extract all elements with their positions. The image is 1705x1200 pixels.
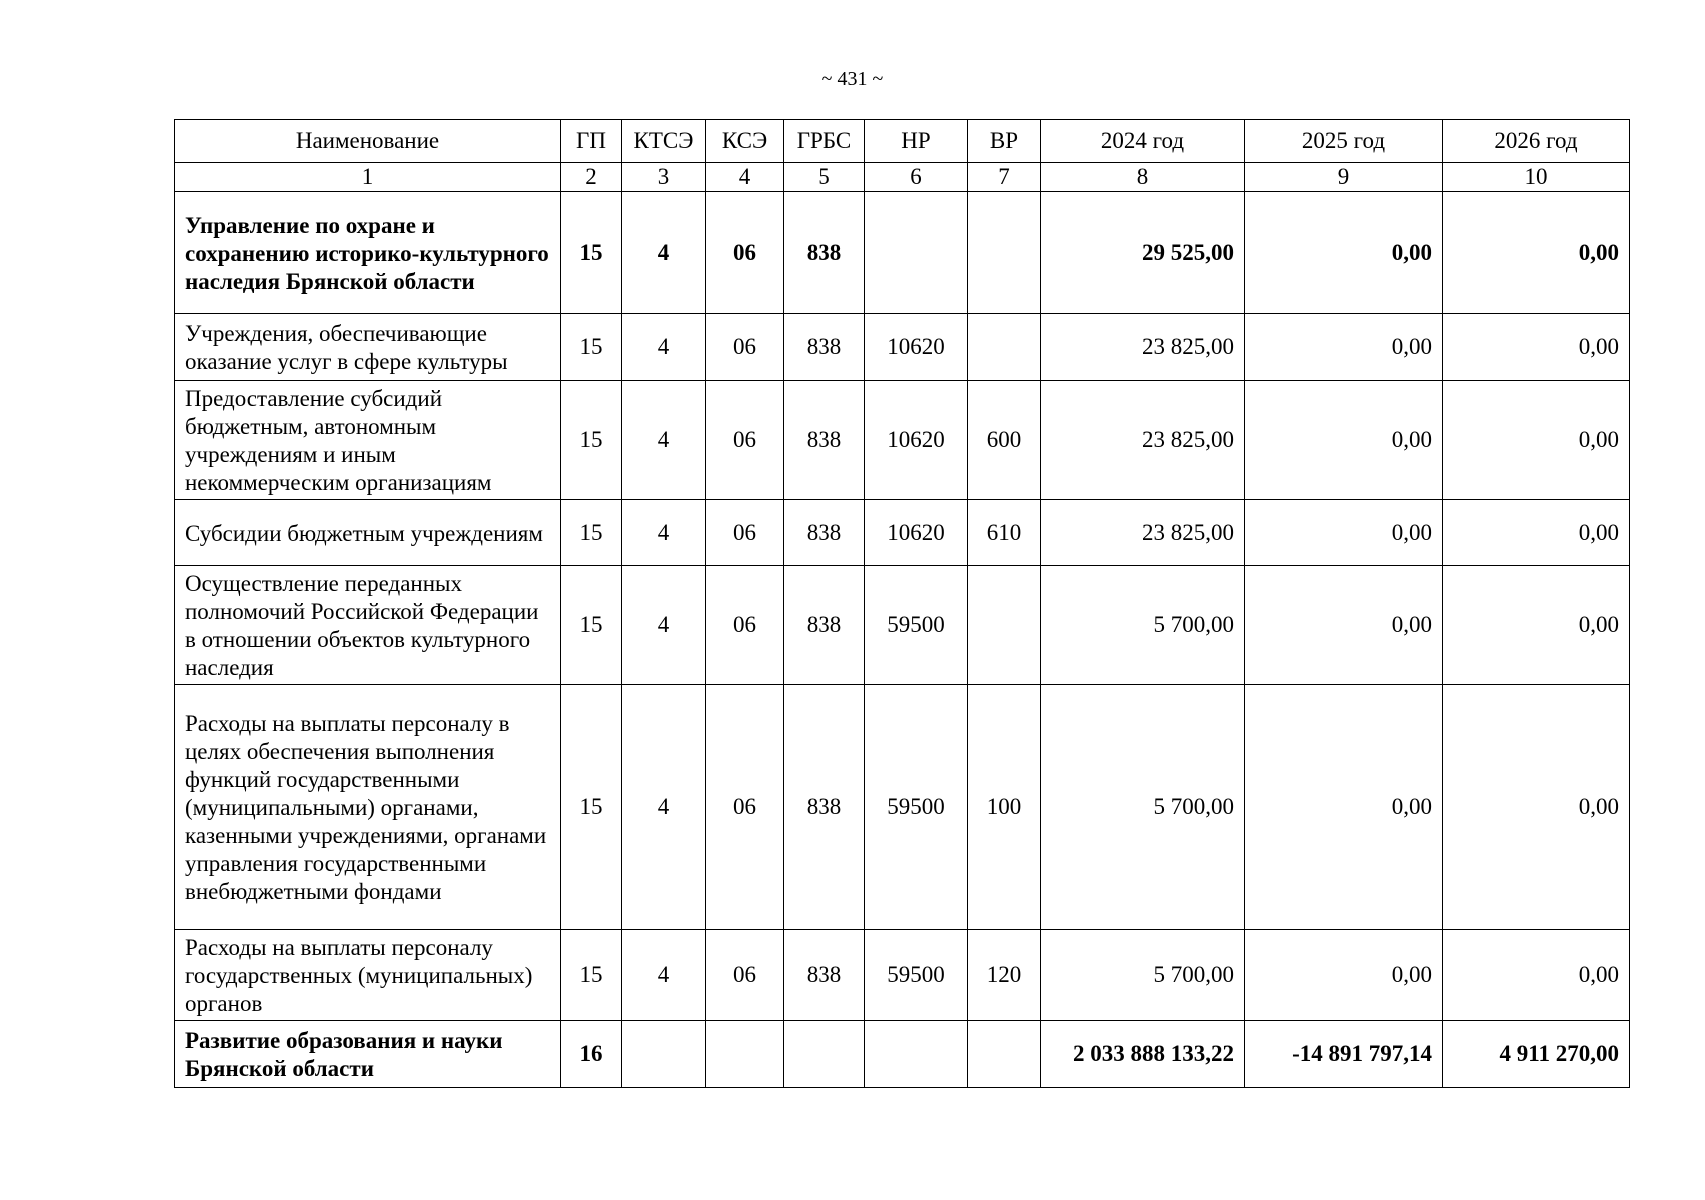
col-header-ktse: КТСЭ (622, 120, 706, 163)
cell-nr: 10620 (865, 381, 968, 500)
cell-kse: 06 (706, 500, 784, 566)
cell-kse: 06 (706, 381, 784, 500)
cell-2025: 0,00 (1245, 192, 1443, 314)
table-row (175, 1021, 1630, 1088)
cell-ktse: 4 (622, 381, 706, 500)
col-header-2025: 2025 год (1245, 120, 1443, 163)
cell-2026: 0,00 (1443, 685, 1630, 930)
cell-2025: 0,00 (1245, 566, 1443, 685)
column-number: 6 (865, 163, 968, 192)
cell-2024: 29 525,00 (1041, 192, 1245, 314)
cell-2026: 0,00 (1443, 500, 1630, 566)
cell-kse (706, 1021, 784, 1088)
row-name: Предоставление субсидий бюджетным, автономным учреждениям и иным некоммерческим организациям (175, 381, 561, 500)
table-row (175, 566, 1630, 685)
cell-grbs (784, 1021, 865, 1088)
cell-grbs: 838 (784, 685, 865, 930)
column-number: 8 (1041, 163, 1245, 192)
cell-ktse: 4 (622, 314, 706, 381)
cell-ktse: 4 (622, 685, 706, 930)
cell-2024: 23 825,00 (1041, 314, 1245, 381)
cell-kse: 06 (706, 930, 784, 1021)
cell-gp: 15 (561, 192, 622, 314)
cell-vr (968, 314, 1041, 381)
column-number: 7 (968, 163, 1041, 192)
cell-2026: 0,00 (1443, 930, 1630, 1021)
cell-ktse: 4 (622, 192, 706, 314)
cell-kse: 06 (706, 685, 784, 930)
col-header-vr: ВР (968, 120, 1041, 163)
cell-grbs: 838 (784, 314, 865, 381)
cell-2026: 0,00 (1443, 566, 1630, 685)
cell-ktse: 4 (622, 930, 706, 1021)
table-row (175, 314, 1630, 381)
cell-2025: 0,00 (1245, 685, 1443, 930)
row-name: Расходы на выплаты персоналу государственных (муниципальных) органов (175, 930, 561, 1021)
cell-kse: 06 (706, 566, 784, 685)
cell-grbs: 838 (784, 381, 865, 500)
col-header-2026: 2026 год (1443, 120, 1630, 163)
cell-2024: 23 825,00 (1041, 500, 1245, 566)
cell-ktse: 4 (622, 566, 706, 685)
row-name: Учреждения, обеспечивающие оказание услуг в сфере культуры (175, 314, 561, 381)
cell-grbs: 838 (784, 930, 865, 1021)
cell-ktse: 4 (622, 500, 706, 566)
column-number: 1 (175, 163, 561, 192)
column-number: 4 (706, 163, 784, 192)
cell-gp: 15 (561, 500, 622, 566)
cell-vr: 120 (968, 930, 1041, 1021)
cell-gp: 15 (561, 314, 622, 381)
row-name: Субсидии бюджетным учреждениям (175, 500, 561, 566)
col-header-nr: НР (865, 120, 968, 163)
table-row (175, 930, 1630, 1021)
col-header-name: Наименование (175, 120, 561, 163)
column-number: 2 (561, 163, 622, 192)
cell-gp: 15 (561, 685, 622, 930)
row-name: Расходы на выплаты персоналу в целях обеспечения выполнения функций государственными (муниципальными) органами, казенными учреждениями, органами управления государственными внебюджетными фондами (175, 685, 561, 930)
cell-vr (968, 192, 1041, 314)
column-number-row (175, 163, 1630, 192)
table-row (175, 381, 1630, 500)
cell-vr: 600 (968, 381, 1041, 500)
cell-2024: 5 700,00 (1041, 685, 1245, 930)
table-row (175, 685, 1630, 930)
column-number: 10 (1443, 163, 1630, 192)
cell-vr: 100 (968, 685, 1041, 930)
cell-nr: 59500 (865, 685, 968, 930)
cell-gp: 15 (561, 930, 622, 1021)
cell-2024: 5 700,00 (1041, 566, 1245, 685)
cell-gp: 15 (561, 566, 622, 685)
cell-nr: 59500 (865, 930, 968, 1021)
cell-2026: 0,00 (1443, 192, 1630, 314)
table-row (175, 500, 1630, 566)
col-header-2024: 2024 год (1041, 120, 1245, 163)
cell-2024: 5 700,00 (1041, 930, 1245, 1021)
cell-2025: 0,00 (1245, 381, 1443, 500)
col-header-grbs: ГРБС (784, 120, 865, 163)
cell-gp: 16 (561, 1021, 622, 1088)
cell-vr (968, 1021, 1041, 1088)
cell-kse: 06 (706, 314, 784, 381)
cell-nr: 10620 (865, 314, 968, 381)
row-name: Осуществление переданных полномочий Российской Федерации в отношении объектов культурного наследия (175, 566, 561, 685)
cell-nr: 10620 (865, 500, 968, 566)
cell-2025: 0,00 (1245, 930, 1443, 1021)
cell-2024: 2 033 888 133,22 (1041, 1021, 1245, 1088)
cell-2026: 0,00 (1443, 381, 1630, 500)
table-row (175, 192, 1630, 314)
row-name: Развитие образования и науки Брянской области (175, 1021, 561, 1088)
budget-table (174, 119, 1630, 1088)
cell-kse: 06 (706, 192, 784, 314)
cell-ktse (622, 1021, 706, 1088)
cell-vr: 610 (968, 500, 1041, 566)
cell-2025: 0,00 (1245, 314, 1443, 381)
col-header-kse: КСЭ (706, 120, 784, 163)
cell-vr (968, 566, 1041, 685)
cell-nr (865, 192, 968, 314)
page-number: ~ 431 ~ (821, 68, 884, 90)
col-header-gp: ГП (561, 120, 622, 163)
header-row (175, 120, 1630, 163)
cell-grbs: 838 (784, 500, 865, 566)
cell-2024: 23 825,00 (1041, 381, 1245, 500)
cell-2026: 0,00 (1443, 314, 1630, 381)
cell-gp: 15 (561, 381, 622, 500)
cell-nr (865, 1021, 968, 1088)
column-number: 3 (622, 163, 706, 192)
cell-2026: 4 911 270,00 (1443, 1021, 1630, 1088)
column-number: 9 (1245, 163, 1443, 192)
column-number: 5 (784, 163, 865, 192)
cell-2025: -14 891 797,14 (1245, 1021, 1443, 1088)
row-name: Управление по охране и сохранению историко-культурного наследия Брянской области (175, 192, 561, 314)
cell-grbs: 838 (784, 192, 865, 314)
cell-grbs: 838 (784, 566, 865, 685)
cell-2025: 0,00 (1245, 500, 1443, 566)
cell-nr: 59500 (865, 566, 968, 685)
